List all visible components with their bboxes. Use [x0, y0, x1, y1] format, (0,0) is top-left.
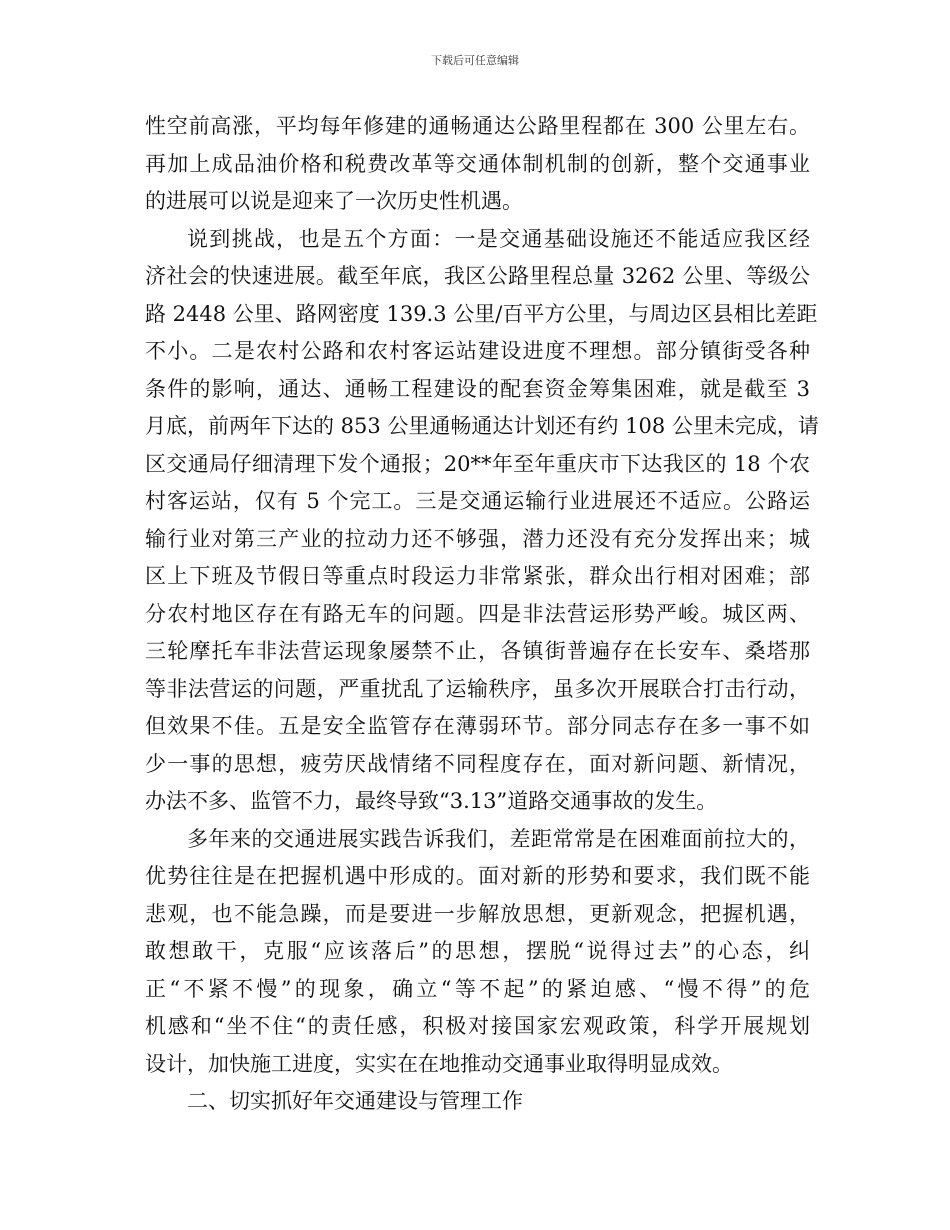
text-line: 区上下班及节假日等重点时段运力非常紧张，群众出行相对困难；部 — [145, 564, 810, 588]
text-line: 的进展可以说是迎来了一次历史性机遇。 — [145, 189, 523, 213]
text-line: 性空前高涨，平均每年修建的通畅通达公路里程都在 300 公里左右。 — [145, 114, 810, 138]
text-line: 设计，加快施工进度，实实在在地推动交通事业取得明显成效。 — [145, 1051, 733, 1076]
text-line: 机感和“坐不住“的责任感，积极对接国家宏观政策，科学开展规划 — [145, 1014, 810, 1038]
paragraph — [145, 108, 810, 221]
text-line: 多年来的交通进展实践告诉我们，差距常常是在困难面前拉大的， — [187, 826, 810, 851]
text-line: 路 2448 公里、路网密度 139.3 公里/百平方公里，与周边区县相比差距 — [145, 301, 818, 326]
text-line: 优势往往是在把握机遇中形成的。面对新的形势和要求，我们既不能 — [145, 864, 810, 888]
text-line: 月底，前两年下达的 853 公里通畅通达计划还有约 108 公里未完成，请 — [145, 414, 819, 438]
text-line: 办法不多、监管不力，最终导致“3.13”道路交通事故的发生。 — [145, 789, 718, 813]
text-line: 少一事的思想，疲劳厌战情绪不同程度存在，面对新问题、新情况， — [145, 751, 810, 776]
text-line: 三轮摩托车非法营运现象屡禁不止，各镇街普遍存在长安车、桑塔那 — [145, 639, 810, 663]
text-line: 再加上成品油价格和税费改革等交通体制机制的创新，整个交通事业 — [145, 151, 810, 176]
text-line: 村客运站，仅有 5 个完工。三是交通运输行业进展还不适应。公路运 — [145, 489, 810, 513]
paragraph — [145, 1083, 810, 1121]
text-line: 二、切实抓好年交通建设与管理工作 — [187, 1089, 523, 1113]
text-line: 敢想敢干，克服“应该落后”的思想，摆脱“说得过去”的心态，纠 — [145, 939, 810, 963]
text-line: 不小。二是农村公路和农村客运站建设进度不理想。部分镇街受各种 — [145, 339, 810, 363]
text-line: 悲观，也不能急躁，而是要进一步解放思想，更新观念，把握机遇， — [145, 901, 810, 926]
paragraph — [145, 821, 810, 1084]
text-line: 输行业对第三产业的拉动力还不够强，潜力还没有充分发挥出来；城 — [145, 526, 810, 551]
page-header: 下载后可任意编辑 — [431, 54, 519, 67]
text-line: 区交通局仔细清理下发个通报；20**年至年重庆市下达我区的 18 个农 — [145, 451, 810, 476]
text-line: 但效果不佳。五是安全监管存在薄弱环节。部分同志存在多一事不如 — [145, 714, 810, 738]
text-line: 分农村地区存在有路无车的问题。四是非法营运形势严峻。城区两、 — [145, 601, 810, 626]
text-line: 等非法营运的问题，严重扰乱了运输秩序，虽多次开展联合打击行动， — [145, 676, 810, 701]
paragraph — [145, 221, 819, 821]
text-line: 条件的影响，通达、通畅工程建设的配套资金筹集困难，就是截至 3 — [145, 376, 810, 401]
text-line: 济社会的快速进展。截至年底，我区公路里程总量 3262 公里、等级公 — [145, 264, 810, 288]
text-line: 说到挑战，也是五个方面：一是交通基础设施还不能适应我区经 — [187, 226, 810, 251]
document-body — [145, 108, 819, 1121]
text-line: 正“不紧不慢”的现象，确立“等不起”的紧迫感、“慢不得”的危 — [145, 976, 810, 1001]
